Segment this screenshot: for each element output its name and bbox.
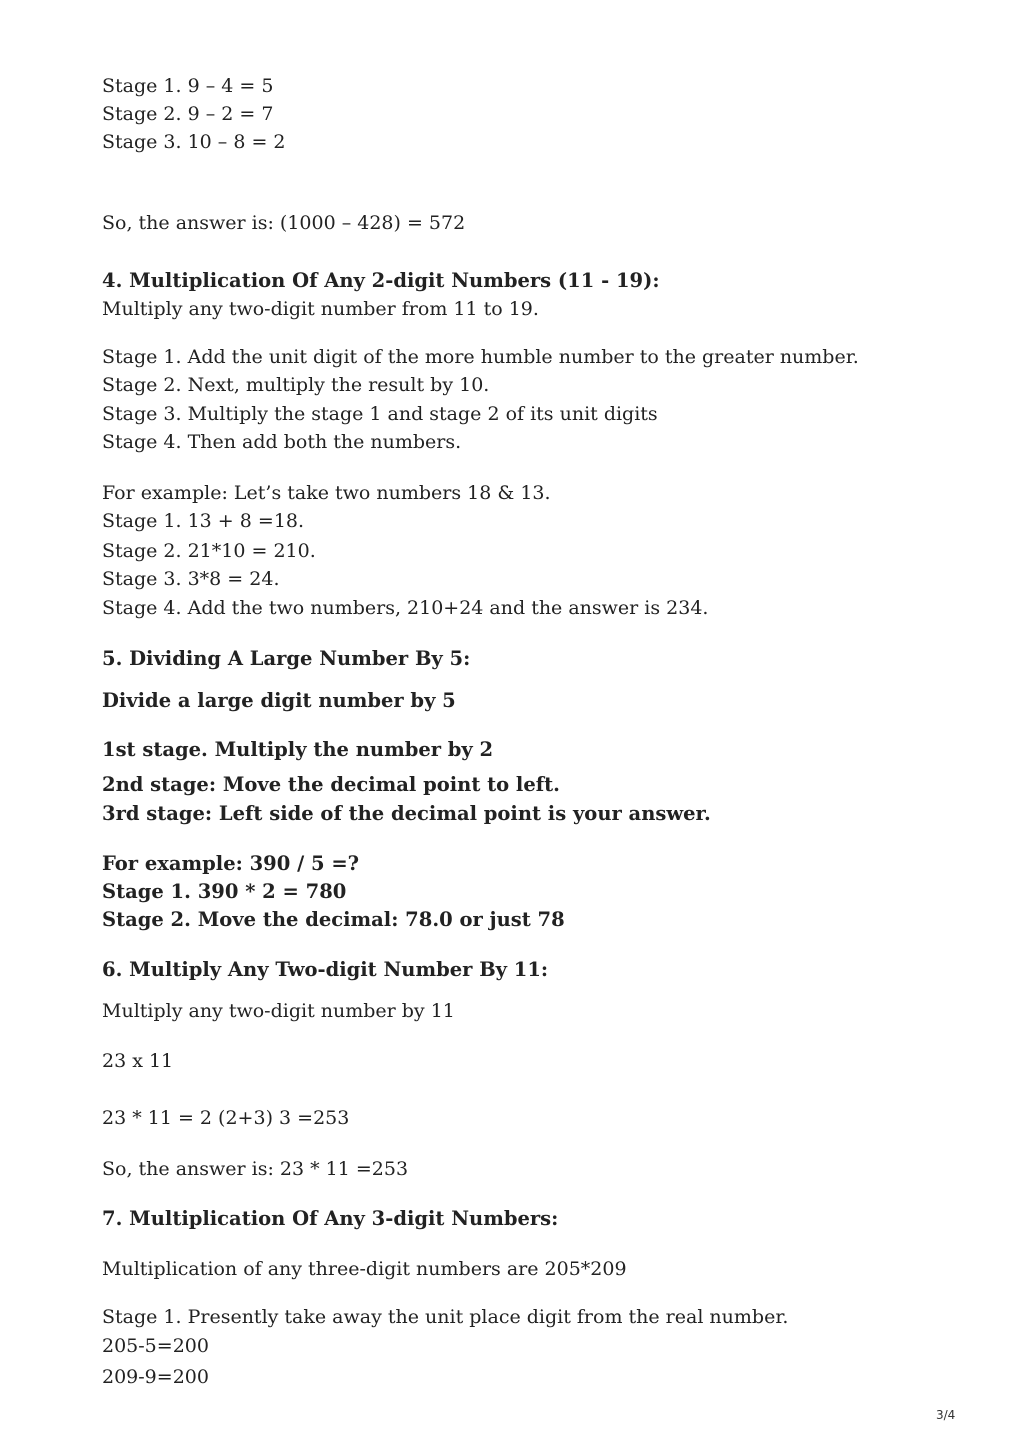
section5-stage-1: 1st stage. Multiply the number by 2: [102, 738, 494, 761]
section4-stage-1: Stage 1. Add the unit digit of the more humble number to the greater number.: [102, 346, 859, 368]
section4-example-stage-1: Stage 1. 13 + 8 =18.: [102, 510, 305, 532]
section5-stage-3: 3rd stage: Left side of the decimal point is your answer.: [102, 802, 711, 825]
section7-heading: 7. Multiplication Of Any 3-digit Numbers:: [102, 1207, 559, 1230]
section6-heading: 6. Multiply Any Two-digit Number By 11:: [102, 958, 549, 981]
page-number: 3/4: [936, 1408, 956, 1422]
section7-calc-line-2: 209-9=200: [102, 1366, 209, 1388]
section5-heading: 5. Dividing A Large Number By 5:: [102, 647, 471, 670]
section4-heading: 4. Multiplication Of Any 2-digit Numbers (11 - 19):: [102, 269, 660, 292]
section5-example-intro: For example: 390 / 5 =?: [102, 852, 360, 875]
section5-stage-2: 2nd stage: Move the decimal point to left.: [102, 773, 560, 796]
section6-calculation: 23 * 11 = 2 (2+3) 3 =253: [102, 1107, 350, 1129]
section6-answer: So, the answer is: 23 * 11 =253: [102, 1158, 409, 1180]
section4-example-stage-3: Stage 3. 3*8 = 24.: [102, 568, 280, 590]
section7-stage-1: Stage 1. Presently take away the unit place digit from the real number.: [102, 1306, 789, 1328]
section7-subtitle: Multiplication of any three-digit numbers are 205*209: [102, 1258, 627, 1280]
section4-example-intro: For example: Let’s take two numbers 18 & 13.: [102, 482, 551, 504]
section4-stage-4: Stage 4. Then add both the numbers.: [102, 431, 462, 453]
section4-example-stage-4: Stage 4. Add the two numbers, 210+24 and the answer is 234.: [102, 597, 709, 619]
intro-stage-1: Stage 1. 9 – 4 = 5: [102, 75, 274, 97]
section4-example-stage-2: Stage 2. 21*10 = 210.: [102, 540, 316, 562]
section5-example-stage-2: Stage 2. Move the decimal: 78.0 or just 78: [102, 908, 565, 931]
section4-subtitle: Multiply any two-digit number from 11 to 19.: [102, 298, 539, 320]
section6-example: 23 x 11: [102, 1050, 174, 1072]
intro-stage-2: Stage 2. 9 – 2 = 7: [102, 103, 274, 125]
section6-subtitle: Multiply any two-digit number by 11: [102, 1000, 455, 1022]
section5-subtitle: Divide a large digit number by 5: [102, 689, 456, 712]
section4-stage-2: Stage 2. Next, multiply the result by 10.: [102, 374, 490, 396]
section5-example-stage-1: Stage 1. 390 * 2 = 780: [102, 880, 347, 903]
intro-answer: So, the answer is: (1000 – 428) = 572: [102, 212, 466, 234]
section7-calc-line-1: 205-5=200: [102, 1335, 209, 1357]
intro-stage-3: Stage 3. 10 – 8 = 2: [102, 131, 286, 153]
section4-stage-3: Stage 3. Multiply the stage 1 and stage 2 of its unit digits: [102, 403, 658, 425]
